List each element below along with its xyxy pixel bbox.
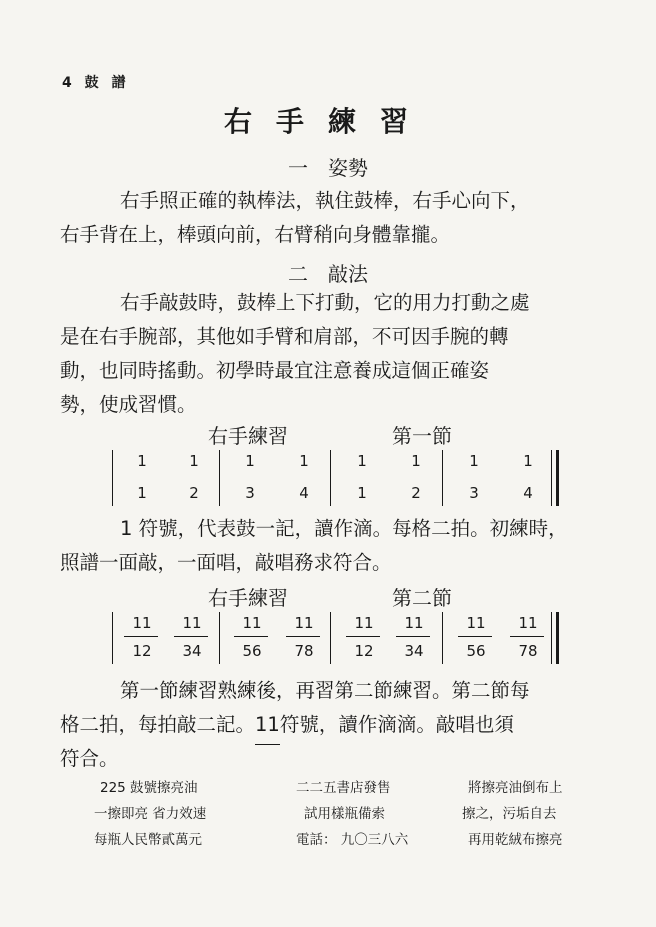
note-cell: 11 — [354, 614, 374, 632]
paragraph-notation-1 — [60, 512, 608, 580]
note-cell: 4 — [523, 484, 533, 502]
paragraph-notation-2 — [60, 674, 608, 776]
text-fragment: 格二拍，每拍敲二記。 — [60, 713, 256, 736]
exercise-title: 右手練習 — [208, 586, 288, 610]
note-cell: 1 — [137, 452, 147, 470]
bar-line — [112, 450, 113, 506]
double-beat-symbol: 11 — [255, 708, 280, 742]
note-cell: 12 — [132, 642, 152, 660]
bar-line — [219, 612, 220, 664]
text-line: 1 符號，代表鼓一記，讀作滴。每格二拍。初練時， — [120, 517, 568, 540]
bar-line — [442, 450, 443, 506]
note-cell: 1 — [469, 452, 479, 470]
note-cell: 4 — [299, 484, 309, 502]
text-fragment: 符號，讀作滴滴。敲唱也須 — [279, 713, 514, 736]
note-cell: 11 — [294, 614, 314, 632]
note-cell: 2 — [189, 484, 199, 502]
note-cell: 1 — [523, 452, 533, 470]
bar-line — [112, 612, 113, 664]
text-line: 勢，使成習慣。 — [60, 393, 197, 416]
note-cell: 56 — [466, 642, 486, 660]
note-cell: 1 — [137, 484, 147, 502]
note-cell: 1 — [189, 452, 199, 470]
text-line: 是在右手腕部，其他如手臂和肩部，不可因手腕的轉 — [60, 325, 509, 348]
note-cell: 56 — [242, 642, 262, 660]
text-line: 右手敲鼓時，鼓棒上下打動，它的用力打動之處 — [120, 291, 530, 314]
page-title: 右手練習 — [223, 105, 432, 138]
advert-text: 將擦亮油倒布上 — [468, 780, 563, 796]
note-cell: 11 — [466, 614, 486, 632]
page-header: 4 鼓 譜 — [62, 75, 130, 91]
beat-underline — [286, 636, 320, 637]
note-cell: 78 — [518, 642, 538, 660]
text-line: 右手照正確的執棒法，執住鼓棒，右手心向下， — [120, 189, 530, 212]
note-cell: 1 — [357, 452, 367, 470]
note-cell: 3 — [469, 484, 479, 502]
bar-line — [330, 612, 331, 664]
note-cell: 34 — [404, 642, 424, 660]
paragraph-posture — [60, 184, 608, 252]
note-cell: 1 — [299, 452, 309, 470]
text-line: 照譜一面敲，一面唱，敲唱務求符合。 — [60, 551, 392, 574]
bar-line — [219, 450, 220, 506]
beat-underline — [234, 636, 268, 637]
drum-score-exercise-2 — [112, 612, 558, 664]
advert-text: 二二五書店發售 — [296, 780, 391, 796]
section-number: 二 — [288, 262, 308, 286]
text-line: 符合。 — [60, 747, 119, 770]
note-cell: 11 — [182, 614, 202, 632]
advert-text: 再用乾絨布擦亮 — [468, 832, 563, 848]
advert-text: 225 鼓號擦亮油 — [100, 780, 198, 796]
text-line — [60, 708, 608, 742]
section-title: 敲法 — [328, 262, 368, 286]
advert-text: 電話： 九〇三八六 — [296, 832, 409, 848]
exercise-section: 第一節 — [392, 424, 452, 448]
text-line: 右手背在上，棒頭向前，右臂稍向身體靠攏。 — [60, 223, 451, 246]
beat-underline — [510, 636, 544, 637]
bar-line — [442, 612, 443, 664]
note-cell: 1 — [245, 452, 255, 470]
paragraph-technique — [60, 286, 608, 422]
note-cell: 11 — [404, 614, 424, 632]
beat-underline — [346, 636, 380, 637]
note-cell: 11 — [518, 614, 538, 632]
bar-line — [330, 450, 331, 506]
note-cell: 11 — [132, 614, 152, 632]
text-line: 第一節練習熟練後，再習第二節練習。第二節每 — [120, 679, 530, 702]
text-line: 動，也同時搖動。初學時最宜注意養成這個正確姿 — [60, 359, 490, 382]
exercise-section: 第二節 — [392, 586, 452, 610]
advert-text: 每瓶人民幣貳萬元 — [94, 832, 202, 848]
advert-text: 試用樣瓶備索 — [304, 806, 385, 822]
advert-text: 一擦即亮 省力效速 — [94, 806, 207, 822]
note-cell: 2 — [411, 484, 421, 502]
note-cell: 78 — [294, 642, 314, 660]
exercise-title: 右手練習 — [208, 424, 288, 448]
beat-underline — [174, 636, 208, 637]
beat-underline — [124, 636, 158, 637]
final-bar-line — [551, 612, 559, 664]
beat-underline — [458, 636, 492, 637]
section-number: 一 — [288, 156, 308, 180]
note-cell: 3 — [245, 484, 255, 502]
section-heading-technique — [0, 258, 656, 287]
note-cell: 34 — [182, 642, 202, 660]
note-cell: 1 — [357, 484, 367, 502]
note-cell: 12 — [354, 642, 374, 660]
final-bar-line — [551, 450, 559, 506]
advert-text: 擦之，污垢自去 — [462, 806, 557, 822]
section-title: 姿勢 — [328, 156, 368, 180]
beat-underline — [396, 636, 430, 637]
drum-score-exercise-1 — [112, 450, 558, 506]
section-heading-posture — [0, 152, 656, 181]
note-cell: 11 — [242, 614, 262, 632]
note-cell: 1 — [411, 452, 421, 470]
